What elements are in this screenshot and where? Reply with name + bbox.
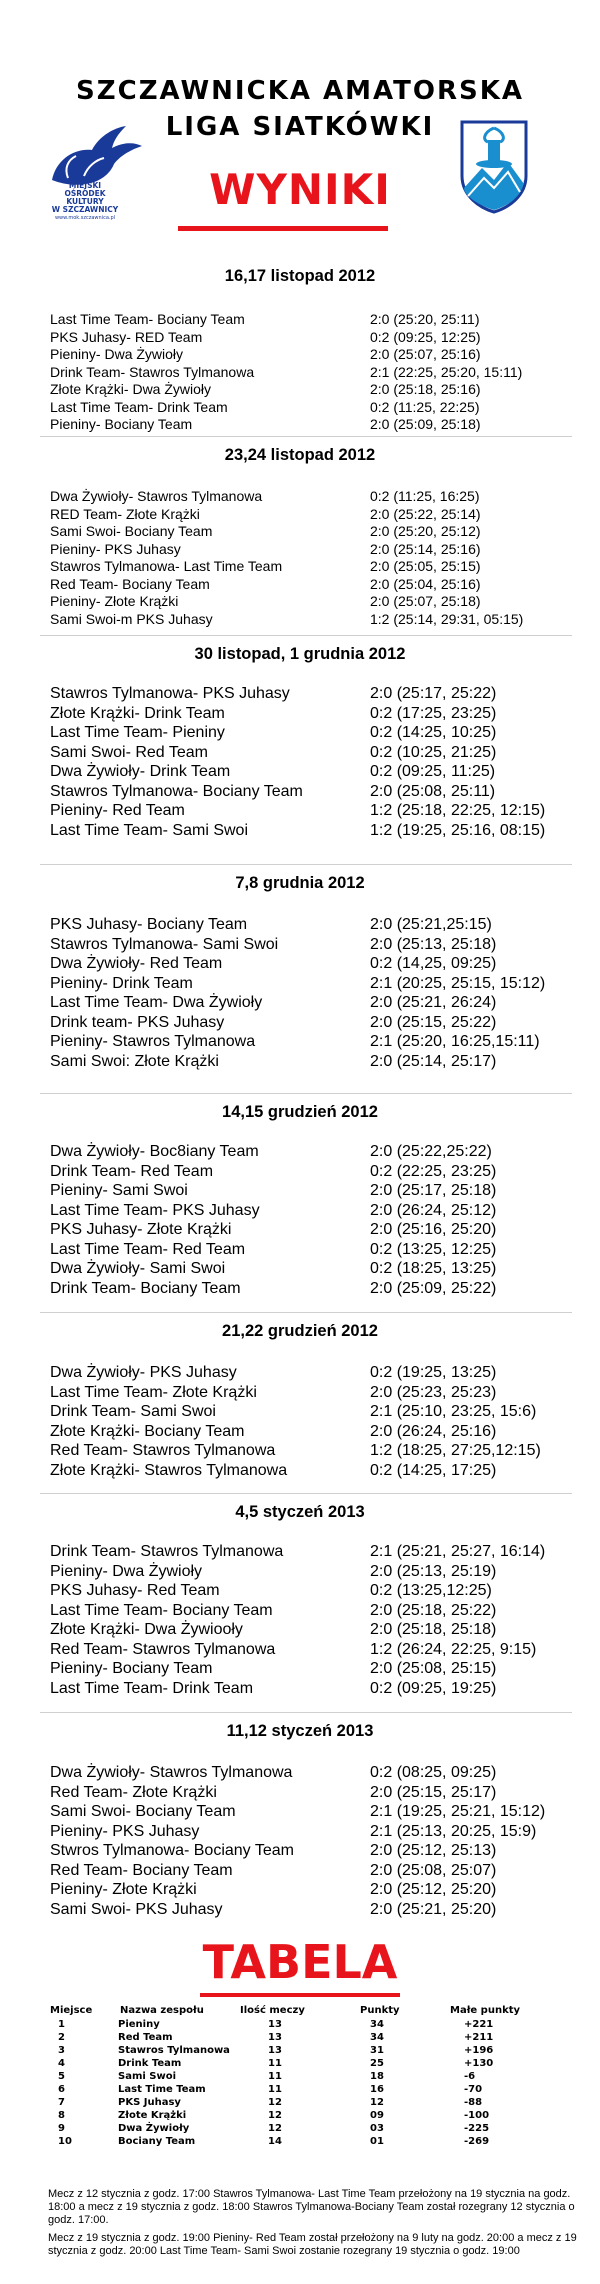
- table-cell-col-points: 18: [370, 2071, 384, 2082]
- table-header-col-points: Punkty: [360, 2005, 400, 2016]
- match-teams: Dwa Żywioły- Boc8iany Team: [50, 1143, 259, 1160]
- match-teams: Last Time Team- Drink Team: [50, 1679, 254, 1697]
- match-teams: Pieniny- Bociany Team: [50, 416, 193, 432]
- section-divider: [40, 1312, 572, 1313]
- match-teams: Dwa Żywioły- PKS Juhasy: [50, 1364, 237, 1381]
- section-divider: [40, 864, 572, 865]
- round-heading: 4,5 styczeń 2013: [235, 1503, 365, 1521]
- round-heading: 16,17 listopad 2012: [224, 267, 376, 285]
- match-score: 2:0 (26:24, 25:16): [370, 1422, 497, 1440]
- match-teams: Stawros Tylmanowa- Bociany Team: [50, 782, 303, 800]
- page-title-line1: SZCZAWNICKA AMATORSKA: [76, 76, 524, 106]
- section-divider: [40, 1493, 572, 1494]
- table-cell-col-team: Bociany Team: [118, 2136, 196, 2147]
- match-score: 0:2 (09:25, 19:25): [370, 1679, 497, 1697]
- page-title-line2: LIGA SIATKÓWKI: [165, 112, 435, 142]
- match-teams: Pieniny- Złote Krążki: [50, 1881, 197, 1898]
- table-cell-col-points: 25: [370, 2058, 384, 2069]
- table-cell-col-place: 6: [58, 2084, 65, 2095]
- table-cell-col-place: 7: [58, 2097, 65, 2108]
- table-header-col-team: Nazwa zespołu: [120, 2005, 204, 2016]
- results-heading: WYNIKI: [209, 165, 391, 214]
- match-score: 2:1 (25:10, 23:25, 15:6): [370, 1403, 537, 1420]
- match-teams: Sami Swoi-m PKS Juhasy: [50, 610, 213, 627]
- match-score: 0:2 (11:25, 16:25): [370, 488, 480, 504]
- match-teams: PKS Juhasy- RED Team: [50, 328, 203, 345]
- match-score: 1:2 (19:25, 25:16, 08:15): [370, 821, 546, 839]
- match-score: 0:2 (08:25, 09:25): [370, 1764, 497, 1781]
- match-teams: Złote Krążki- Dwa Żywiooły: [50, 1621, 243, 1638]
- match-score: 2:0 (25:14, 25:17): [370, 1052, 497, 1070]
- table-cell-col-team: Sami Swoi: [118, 2071, 177, 2082]
- match-teams: Red Team- Bociany Team: [50, 1861, 233, 1879]
- match-teams: Sami Swoi- Red Team: [50, 743, 208, 761]
- table-cell-col-points: 09: [370, 2110, 384, 2121]
- match-teams: Red Team- Bociany Team: [50, 575, 210, 592]
- match-teams: Pieniny- Red Team: [50, 802, 185, 819]
- match-teams: Sami Swoi- Bociany Team: [50, 1803, 236, 1820]
- match-score: 2:0 (25:13, 25:19): [370, 1562, 497, 1580]
- results-heading-underline: [178, 226, 388, 231]
- match-teams: Dwa Żywioły- Sami Swoi: [50, 1260, 226, 1277]
- match-score: 0:2 (22:25, 23:25): [370, 1162, 497, 1180]
- round-heading: 21,22 grudzień 2012: [222, 1322, 378, 1340]
- match-score: 0:2 (11:25, 22:25): [370, 398, 480, 415]
- table-cell-col-small-points: +196: [464, 2045, 494, 2056]
- match-teams: Red Team- Stawros Tylmanowa: [50, 1442, 276, 1459]
- match-teams: Drink team- PKS Juhasy: [50, 1013, 225, 1031]
- table-cell-col-team: Pieniny: [118, 2019, 160, 2030]
- table-cell-col-small-points: -225: [464, 2123, 490, 2134]
- match-score: 2:0 (25:09, 25:22): [370, 1279, 497, 1297]
- table-header-col-matches: Ilość meczy: [240, 2005, 305, 2016]
- table-cell-col-points: 01: [370, 2136, 384, 2147]
- table-cell-col-small-points: -269: [464, 2136, 490, 2147]
- match-teams: Stawros Tylmanowa- Sami Swoi: [50, 935, 279, 953]
- match-teams: Last Time Team- Sami Swoi: [50, 821, 248, 839]
- logo-url: www.mok.szczawnica.pl: [54, 215, 116, 221]
- match-teams: Last Time Team- Dwa Żywioły: [50, 994, 263, 1011]
- match-teams: Sami Swoi- Bociany Team: [50, 523, 213, 539]
- match-score: 0:2 (14:25, 10:25): [370, 724, 497, 741]
- note-paragraph: Mecz z 19 stycznia z godz. 19:00 Pieniny- Red Team został przełożony na 9 luty na godz. 20:00 a mecz z 19 stycznia z godz. 20:00 Last Time Team- Sami Swoi zostanie rozegrany 19 stycznia o godz. 19:00: [48, 2232, 577, 2257]
- table-cell-col-place: 4: [58, 2058, 65, 2069]
- match-score: 1:2 (26:24, 22:25, 9:15): [370, 1640, 537, 1658]
- table-heading-underline: [200, 1993, 400, 1997]
- match-score: 0:2 (09:25, 11:25): [370, 763, 496, 780]
- match-score: 2:0 (25:08, 25:15): [370, 1660, 497, 1677]
- match-score: 2:1 (25:13, 20:25, 15:9): [370, 1822, 537, 1840]
- table-cell-col-team: Last Time Team: [118, 2084, 206, 2095]
- table-cell-col-place: 9: [58, 2123, 65, 2134]
- match-score: 2:1 (19:25, 25:21, 15:12): [370, 1803, 546, 1820]
- round-heading: 11,12 styczeń 2013: [226, 1722, 374, 1740]
- match-score: 2:0 (25:20, 25:11): [370, 311, 480, 327]
- match-teams: Red Team- Złote Krążki: [50, 1783, 217, 1801]
- match-score: 2:0 (25:04, 25:16): [370, 575, 481, 592]
- match-teams: Dwa Żywioły- Red Team: [50, 955, 223, 972]
- match-score: 0:2 (13:25, 12:25): [370, 1240, 497, 1258]
- match-teams: Stawros Tylmanowa- PKS Juhasy: [50, 685, 290, 702]
- match-score: 0:2 (14,25, 09:25): [370, 955, 497, 972]
- match-score: 2:0 (25:16, 25:20): [370, 1221, 497, 1238]
- match-score: 2:0 (25:15, 25:17): [370, 1783, 497, 1801]
- match-teams: Złote Krążki- Drink Team: [50, 704, 225, 722]
- table-cell-col-matches: 14: [268, 2136, 282, 2147]
- match-score: 0:2 (19:25, 13:25): [370, 1364, 497, 1381]
- note-paragraph: Mecz z 12 stycznia z godz. 17:00 Stawros Tylmanowa- Last Time Team przełożony na 19 stycznia na godz. 18:00 a mecz z 19 stycznia z godz. 18:00 Stawros Tylmanowa-Bociany Team został rozegrany 12 stycznia o godz. 17:00.: [48, 2188, 575, 2226]
- match-teams: Last Time Team- PKS Juhasy: [50, 1201, 260, 1219]
- match-teams: Last Time Team- Pieniny: [50, 724, 225, 741]
- table-cell-col-small-points: +221: [464, 2019, 494, 2030]
- logo-text-line: W SZCZAWNICY: [51, 205, 119, 214]
- table-cell-col-small-points: +130: [464, 2058, 494, 2069]
- match-teams: Pieniny- Drink Team: [50, 974, 193, 992]
- match-teams: Pieniny- Bociany Team: [50, 1660, 213, 1677]
- table-cell-col-team: Złote Krążki: [118, 2110, 187, 2121]
- match-teams: Pieniny- PKS Juhasy: [50, 1822, 200, 1840]
- page-header: [0, 0, 600, 250]
- match-score: 0:2 (18:25, 13:25): [370, 1260, 497, 1277]
- match-score: 2:0 (25:08, 25:11): [370, 782, 496, 800]
- match-teams: Złote Krążki- Dwa Żywioły: [50, 381, 212, 397]
- match-teams: Złote Krążki- Stawros Tylmanowa: [50, 1461, 288, 1479]
- match-teams: Złote Krążki- Bociany Team: [50, 1422, 245, 1440]
- match-teams: Pieniny- Stawros Tylmanowa: [50, 1033, 256, 1050]
- match-teams: Stawros Tylmanowa- Last Time Team: [50, 558, 283, 574]
- table-cell-col-points: 16: [370, 2084, 384, 2095]
- match-score: 2:1 (20:25, 25:15, 15:12): [370, 974, 546, 992]
- match-score: 2:0 (25:21, 25:20): [370, 1900, 497, 1918]
- match-teams: Drink Team- Sami Swoi: [50, 1403, 216, 1420]
- match-teams: Drink Team- Bociany Team: [50, 1279, 241, 1297]
- table-cell-col-points: 03: [370, 2123, 384, 2134]
- match-teams: PKS Juhasy- Red Team: [50, 1582, 220, 1599]
- match-teams: Dwa Żywioły- Drink Team: [50, 763, 231, 780]
- match-score: 2:0 (25:21,25:15): [370, 916, 492, 933]
- match-teams: PKS Juhasy- Złote Krążki: [50, 1221, 232, 1238]
- match-score: 2:0 (25:07, 25:16): [370, 346, 481, 362]
- table-cell-col-points: 12: [370, 2097, 384, 2108]
- match-teams: Pieniny- PKS Juhasy: [50, 540, 181, 557]
- match-teams: Drink Team- Stawros Tylmanowa: [50, 363, 255, 380]
- match-score: 2:0 (25:05, 25:15): [370, 558, 481, 574]
- table-cell-col-team: Red Team: [118, 2032, 173, 2043]
- match-score: 2:0 (25:18, 25:16): [370, 381, 481, 397]
- logo-text-line: MIEJSKI: [68, 181, 102, 190]
- round-heading: 14,15 grudzień 2012: [222, 1103, 378, 1121]
- match-score: 2:0 (25:17, 25:18): [370, 1182, 497, 1199]
- match-score: 2:0 (25:20, 25:12): [370, 523, 481, 539]
- match-teams: PKS Juhasy- Bociany Team: [50, 916, 248, 933]
- match-score: 2:1 (25:20, 16:25,15:11): [370, 1033, 540, 1050]
- table-cell-col-team: Dwa Żywioły: [118, 2123, 190, 2134]
- match-score: 1:2 (25:14, 29:31, 05:15): [370, 610, 524, 627]
- table-cell-col-matches: 11: [268, 2084, 282, 2095]
- table-cell-col-matches: 11: [268, 2058, 282, 2069]
- table-header-col-small-points: Małe punkty: [450, 2005, 521, 2016]
- match-teams: Pieniny- Sami Swoi: [50, 1182, 188, 1199]
- table-cell-col-matches: 13: [268, 2045, 282, 2056]
- table-cell-col-points: 34: [370, 2019, 384, 2030]
- match-teams: Drink Team- Stawros Tylmanowa: [50, 1543, 284, 1560]
- table-cell-col-small-points: -100: [464, 2110, 490, 2121]
- table-cell-col-matches: 12: [268, 2097, 282, 2108]
- match-teams: Last Time Team- Złote Krążki: [50, 1383, 257, 1401]
- match-teams: Pieniny- Dwa Żywioły: [50, 1562, 203, 1580]
- match-teams: Last Time Team- Drink Team: [50, 398, 228, 415]
- match-teams: Dwa Żywioły- Stawros Tylmanowa: [50, 488, 263, 504]
- match-score: 2:0 (25:22,25:22): [370, 1143, 492, 1160]
- match-score: 1:2 (25:18, 22:25, 12:15): [370, 802, 546, 819]
- match-score: 0:2 (09:25, 12:25): [370, 328, 481, 345]
- table-cell-col-matches: 13: [268, 2032, 282, 2043]
- match-score: 2:0 (25:07, 25:18): [370, 593, 481, 609]
- match-teams: Last Time Team- Bociany Team: [50, 1601, 273, 1619]
- table-cell-col-place: 3: [58, 2045, 65, 2056]
- table-cell-col-place: 5: [58, 2071, 65, 2082]
- table-cell-col-matches: 13: [268, 2019, 282, 2030]
- table-cell-col-place: 2: [58, 2032, 65, 2043]
- match-score: 2:0 (25:08, 25:07): [370, 1861, 497, 1879]
- match-teams: Last Time Team- Red Team: [50, 1240, 246, 1258]
- table-cell-col-small-points: +211: [464, 2032, 494, 2043]
- table-cell-col-place: 1: [58, 2019, 65, 2030]
- match-score: 2:0 (26:24, 25:12): [370, 1201, 497, 1219]
- table-cell-col-points: 34: [370, 2032, 384, 2043]
- match-score: 2:1 (25:21, 25:27, 16:14): [370, 1543, 546, 1560]
- match-teams: Red Team- Stawros Tylmanowa: [50, 1640, 276, 1658]
- match-score: 0:2 (13:25,12:25): [370, 1582, 492, 1599]
- match-score: 0:2 (17:25, 23:25): [370, 704, 497, 722]
- match-score: 2:0 (25:18, 25:18): [370, 1621, 497, 1638]
- section-divider: [40, 436, 572, 437]
- match-teams: Dwa Żywioły- Stawros Tylmanowa: [50, 1764, 293, 1781]
- match-score: 0:2 (10:25, 21:25): [370, 743, 497, 761]
- match-score: 2:0 (25:15, 25:22): [370, 1013, 497, 1031]
- match-score: 2:0 (25:13, 25:18): [370, 935, 497, 953]
- round-heading: 7,8 grudnia 2012: [235, 874, 365, 892]
- match-score: 2:0 (25:12, 25:20): [370, 1881, 497, 1898]
- match-teams: Drink Team- Red Team: [50, 1162, 214, 1180]
- table-cell-col-team: Stawros Tylmanowa: [118, 2045, 230, 2056]
- match-teams: RED Team- Złote Krążki: [50, 505, 200, 522]
- match-score: 2:0 (25:22, 25:14): [370, 505, 481, 522]
- table-cell-col-matches: 11: [268, 2071, 282, 2082]
- section-divider: [40, 1093, 572, 1094]
- match-teams: Pieniny- Złote Krążki: [50, 593, 179, 609]
- match-teams: Pieniny- Dwa Żywioły: [50, 346, 184, 362]
- match-score: 0:2 (14:25, 17:25): [370, 1461, 497, 1479]
- match-score: 2:0 (25:23, 25:23): [370, 1383, 497, 1401]
- table-header-col-place: Miejsce: [50, 2005, 93, 2016]
- table-cell-col-small-points: -6: [464, 2071, 476, 2082]
- match-teams: Last Time Team- Bociany Team: [50, 311, 245, 327]
- table-cell-col-place: 8: [58, 2110, 65, 2121]
- match-score: 2:1 (22:25, 25:20, 15:11): [370, 363, 523, 380]
- table-heading: TABELA: [202, 1935, 398, 1989]
- section-divider: [40, 1712, 572, 1713]
- round-heading: 30 listopad, 1 grudnia 2012: [194, 645, 406, 663]
- table-cell-col-team: PKS Juhasy: [118, 2097, 181, 2108]
- round-heading: 23,24 listopad 2012: [224, 446, 376, 464]
- match-score: 2:0 (25:21, 26:24): [370, 994, 497, 1011]
- table-cell-col-team: Drink Team: [118, 2058, 182, 2069]
- match-score: 2:0 (25:17, 25:22): [370, 685, 497, 702]
- table-cell-col-small-points: -88: [464, 2097, 483, 2108]
- match-score: 2:0 (25:14, 25:16): [370, 540, 481, 557]
- section-divider: [40, 635, 572, 636]
- match-score: 1:2 (18:25, 27:25,12:15): [370, 1442, 541, 1459]
- table-cell-col-place: 10: [58, 2136, 72, 2147]
- table-cell-col-matches: 12: [268, 2110, 282, 2121]
- match-score: 2:0 (25:09, 25:18): [370, 416, 481, 432]
- table-cell-col-small-points: -70: [464, 2084, 483, 2095]
- table-cell-col-matches: 12: [268, 2123, 282, 2134]
- match-score: 2:0 (25:12, 25:13): [370, 1842, 497, 1859]
- table-cell-col-points: 31: [370, 2045, 384, 2056]
- match-score: 2:0 (25:18, 25:22): [370, 1601, 497, 1619]
- match-teams: Sami Swoi: Złote Krążki: [50, 1052, 219, 1070]
- match-teams: Sami Swoi- PKS Juhasy: [50, 1900, 223, 1918]
- match-teams: Stwros Tylmanowa- Bociany Team: [50, 1842, 294, 1859]
- logo-text-line: OŚRODEK KULTURY: [64, 189, 106, 206]
